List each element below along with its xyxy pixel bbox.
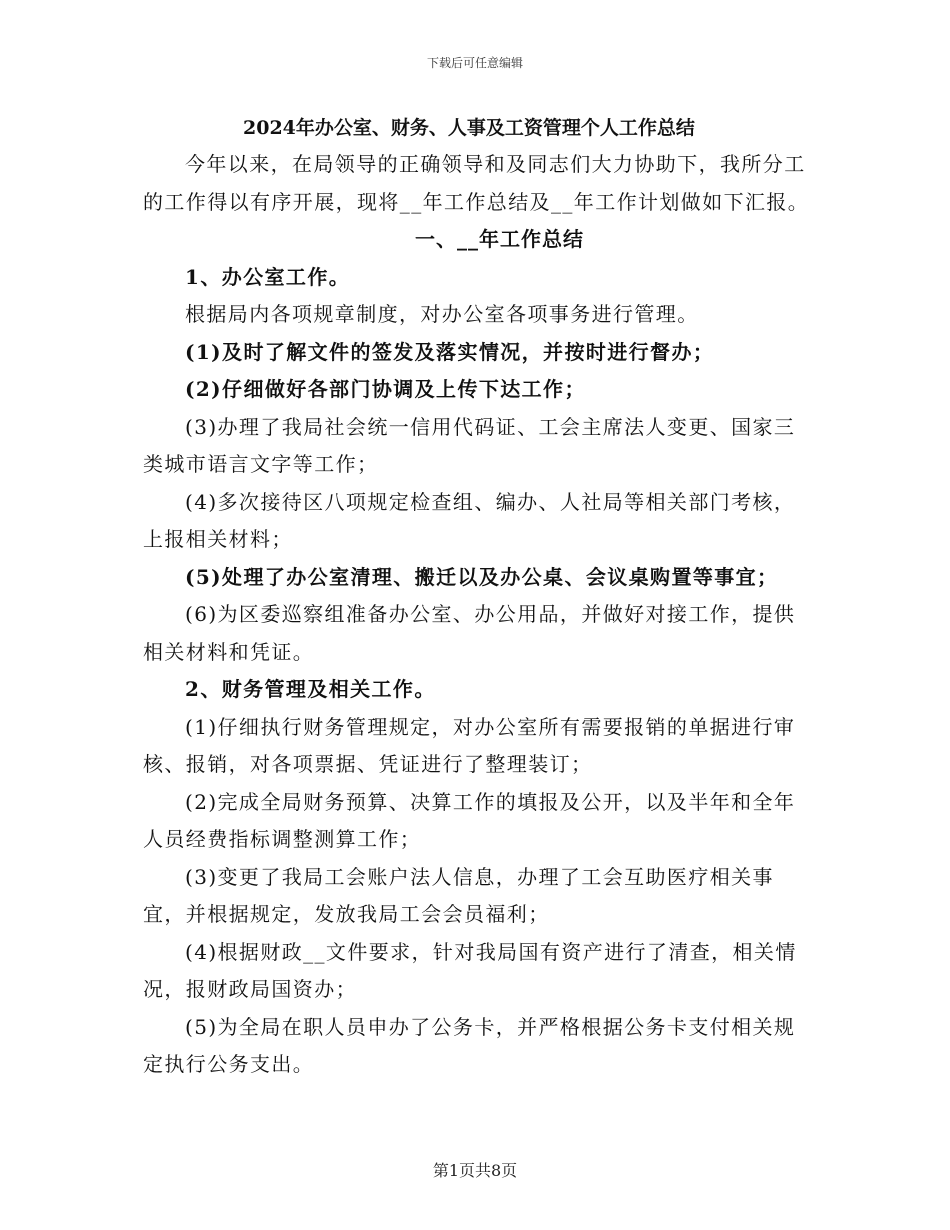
header-note: 下载后可任意编辑	[426, 56, 523, 70]
office-heading: 1、办公室工作。	[185, 264, 351, 289]
office-item-6: (6)为区委巡察组准备办公室、办公用品，并做好对接工作，提供相关材料和凭证。	[143, 602, 796, 664]
finance-heading: 2、财务管理及相关工作。	[185, 677, 436, 701]
document-title: 2024年办公室、财务、人事及工资管理个人工作总结	[243, 117, 695, 139]
office-item-3: (3)办理了我局社会统一信用代码证、工会主席法人变更、国家三类城市语言文字等工作；	[143, 414, 796, 476]
office-item-5: (5)处理了办公室清理、搬迁以及办公桌、会议桌购置等事宜；	[185, 564, 779, 589]
office-item-2: (2)仔细做好各部门协调及上传下达工作；	[185, 377, 586, 401]
finance-item-2: (2)完成全局财务预算、决算工作的填报及公开，以及半年和全年人员经费指标调整测算工作；	[143, 789, 796, 851]
office-lead: 根据局内各项规章制度，对办公室各项事务进行管理。	[185, 302, 699, 326]
intro-paragraph: 今年以来，在局领导的正确领导和及同志们大力协助下，我所分工的工作得以有序开展，现将__年工作总结及__年工作计划做如下汇报。	[143, 152, 810, 214]
finance-item-4: (4)根据财政__文件要求，针对我局国有资产进行了清查，相关情况，报财政局国资办；	[143, 939, 797, 1001]
finance-item-3: (3)变更了我局工会账户法人信息，办理了工会互助医疗相关事宜，并根据规定，发放我局工会会员福利；	[143, 864, 774, 926]
section-heading: 一、__年工作总结	[415, 227, 584, 251]
page-footer: 第1页共8页	[432, 1161, 518, 1180]
document-body	[143, 110, 813, 1084]
office-item-1: (1)及时了解文件的签发及落实情况，并按时进行督办；	[185, 339, 715, 364]
office-item-4: (4)多次接待区八项规定检查组、编办、人社局等相关部门考核，上报相关材料；	[143, 489, 796, 551]
finance-item-5: (5)为全局在职人员申办了公务卡，并严格根据公务卡支付相关规定执行公务支出。	[143, 1014, 796, 1076]
finance-item-1: (1)仔细执行财务管理规定，对办公室所有需要报销的单据进行审核、报销，对各项票据、凭证进行了整理装订；	[143, 714, 796, 776]
